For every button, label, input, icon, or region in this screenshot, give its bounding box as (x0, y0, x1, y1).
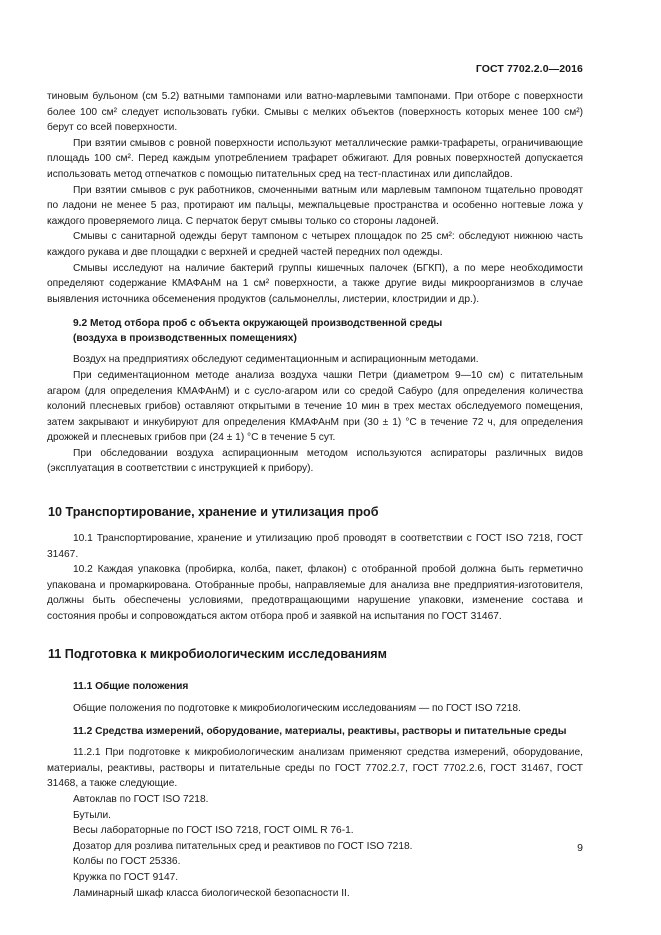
document-number: ГОСТ 7702.2.0—2016 (475, 63, 583, 75)
paragraph: При взятии смывов с ровной поверхности используют металлические рамки-трафареты, ограничивающие площадь 100 см². Перед каждым употреблением трафарет обжигают. Для ровных поверхностей допускается использовать метод отпечатков с помощью питательных сред на тест-пластинах или дипслайдов. (47, 137, 583, 180)
list-item: Автоклав по ГОСТ ISO 7218. (73, 794, 209, 805)
list-item: Колбы по ГОСТ 25336. (73, 856, 181, 868)
paragraph: При взятии смывов с рук работников, смоченными ватным или марлевым тампоном тщательно проводят по ладони не менее 5 раз, протирают им пальцы, межпальцевые пространства и особенно ногтевые ложа у каждого проверяемого лица. С перчаток берут смывы только со стороны ладоней. (47, 184, 583, 227)
paragraph: 10.1 Транспортирование, хранение и утилизацию проб проводят в соответствии с ГОСТ ISO 7218, ГОСТ 31467. (47, 533, 583, 560)
page-number: 9 (577, 842, 583, 854)
chapter-heading-11: 11 Подготовка к микробиологическим исследованиям (48, 646, 387, 661)
section-heading-line: (воздуха в производственных помещениях) (73, 333, 297, 345)
list-item: Ламинарный шкаф класса биологической безопасности II. (73, 887, 350, 899)
section-heading-11-2: 11.2 Средства измерений, оборудование, материалы, реактивы, растворы и питательные среды (73, 726, 567, 738)
page-content (47, 89, 583, 901)
list-item: Бутыли. (73, 809, 112, 821)
paragraph: Смывы с санитарной одежды берут тампоном с четырех площадок по 25 см²: обследуют нижнюю часть каждого рукава и две площадки с верхней и средней частей передних пол одежды. (47, 231, 583, 258)
section-heading-line: 9.2 Метод отбора проб с объекта окружающей производственной среды (73, 318, 443, 330)
paragraph: При обследовании воздуха аспирационным методом используются аспираторы различных видов (эксплуатация в соответствии с инструкцией к прибору). (47, 447, 583, 475)
paragraph: тиновым бульоном (см 5.2) ватными тампонами или ватно-марлевыми тампонами. При отборе с поверхности более 100 см² следует использовать губки. Смывы с мелких объектов (поверхность которых менее 100 см²) берут со всей поверхности. (47, 91, 583, 134)
paragraph: Смывы исследуют на наличие бактерий группы кишечных палочек (БГКП), а по мере необходимости определяют содержание КМАФАнМ на 1 см² поверхности, а также другие виды микроорганизмов в случае выявления источника обсеменения продуктов (сальмонеллы, листерии, клостридии и др.). (47, 262, 583, 305)
paragraph: Воздух на предприятиях обследуют седиментационным и аспирационным методами. (73, 354, 479, 366)
list-item: Дозатор для розлива питательных сред и реактивов по ГОСТ ISO 7218. (73, 840, 413, 852)
list-item: Кружка по ГОСТ 9147. (73, 871, 179, 883)
section-heading-9-2 (47, 316, 583, 346)
chapter-heading-10: 10 Транспортирование, хранение и утилизация проб (48, 505, 379, 520)
section-heading-11-1: 11.1 Общие положения (73, 680, 189, 692)
paragraph: 10.2 Каждая упаковка (пробирка, колба, пакет, флакон) с отобранной пробой должна быть герметично упакована и промаркирована. Отобранные пробы, направляемые для анализа вне предприятия-изготовителя, должны быть обеспечены условиями, предотвращающими нарушение упаковки, изменение состава и состояния пробы и сопровождаться актом отбора проб и заявкой на испытания по ГОСТ 31467. (47, 564, 583, 623)
paragraph: При седиментационном методе анализа воздуха чашки Петри (диаметром 9—10 см) с питательным агаром (для определения КМАФАнМ) и с сусло-агаром или со средой Сабуро (для определения количества колоний плесневых грибов) оставляют открытыми в течение 10 мин в трех местах обследуемого помещения, затем закрывают и инкубируют для определения КМАФАнМ при (30 ± 1) °С в течение 72 ч, для определения дрожжей и плесневых грибов при (24 ± 1) °С в течение 5 сут. (47, 369, 583, 444)
list-item: Весы лабораторные по ГОСТ ISO 7218, ГОСТ OIML R 76-1. (73, 825, 354, 837)
paragraph: Общие положения по подготовке к микробиологическим исследованиям — по ГОСТ ISO 7218. (73, 702, 521, 714)
paragraph: 11.2.1 При подготовке к микробиологическим анализам применяют средства измерений, оборудование, материалы, реактивы, растворы и питательные среды по ГОСТ 7702.2.7, ГОСТ 7702.2.6, ГОСТ 31467, ГОСТ 31468, а также следующие. (47, 747, 583, 790)
